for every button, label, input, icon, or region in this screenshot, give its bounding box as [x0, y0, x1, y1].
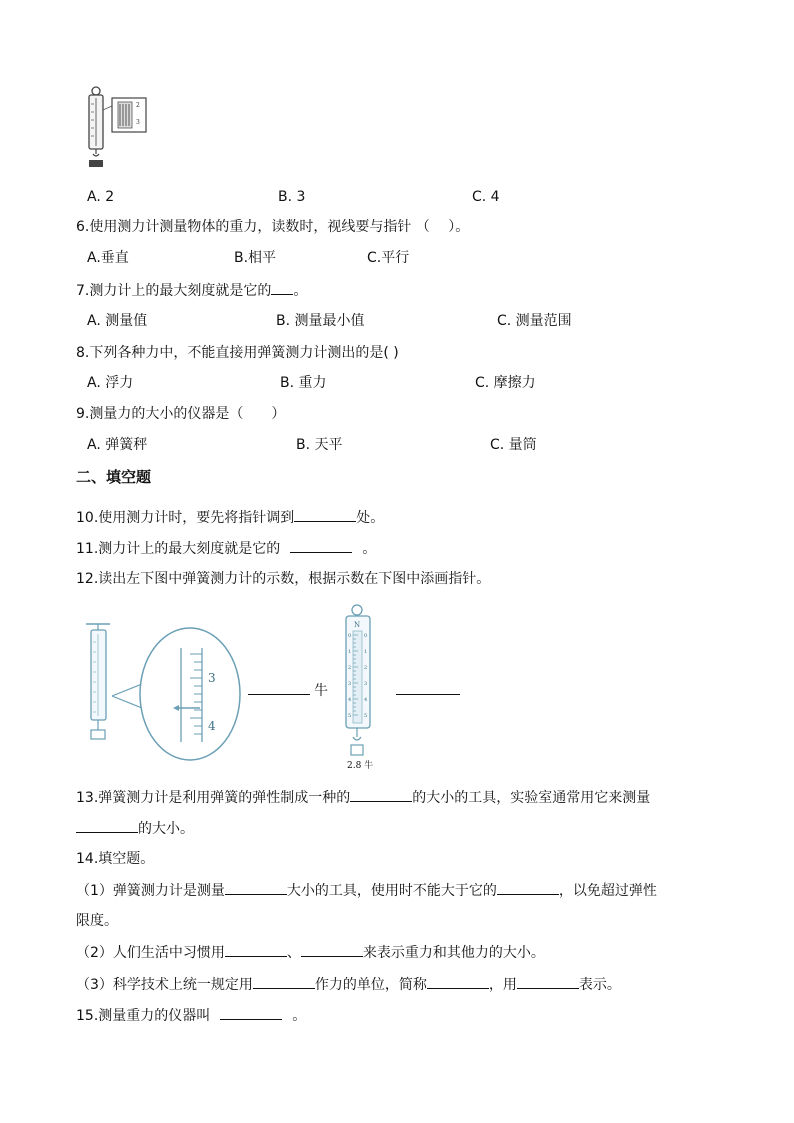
q13-line2: [76, 818, 194, 839]
svg-text:1: 1: [364, 649, 368, 655]
q14-p2-b: 、: [286, 945, 301, 961]
q10-prefix: 10.使用测力计时，要先将指针调到: [76, 510, 295, 526]
q12-reading: [248, 680, 328, 701]
q12-meter-caption: 2.8 牛: [347, 761, 374, 771]
q11-answer-blank[interactable]: [290, 538, 352, 553]
svg-text:1: 1: [348, 649, 352, 655]
q12-magnifier-label-4: 4: [208, 719, 216, 733]
q8-option-a[interactable]: A. 浮力: [87, 375, 134, 391]
q5-option-b[interactable]: B. 3: [278, 189, 306, 205]
q8-stem: 8.下列各种力中，不能直接用弹簧测力计测出的是( ): [76, 345, 399, 361]
q14-stem: 14.填空题。: [76, 851, 155, 867]
q7-option-b[interactable]: B. 测量最小值: [276, 313, 365, 329]
q14-p2-a: （2）人们生活中习惯用: [76, 945, 225, 961]
q6-stem: 6.使用测力计测量物体的重力，读数时，视线要与指针 （ ）。: [76, 219, 470, 235]
q13-blank-1[interactable]: [350, 787, 412, 802]
svg-text:4: 4: [364, 697, 368, 703]
q14-p1-c: ，以免超过弹性: [558, 883, 657, 899]
q14-p2-c: 来表示重力和其他力的大小。: [362, 945, 545, 961]
q14-part2: [76, 942, 545, 963]
svg-text:3: 3: [348, 681, 352, 687]
q8-option-c[interactable]: C. 摩擦力: [475, 375, 536, 391]
q12-magnifier-label-3: 3: [208, 671, 216, 685]
q12-pointer-answer: [396, 680, 460, 701]
q11-stem: [76, 538, 376, 559]
q12-pointer-blank[interactable]: [396, 680, 460, 695]
q15-suffix: 。: [292, 1008, 307, 1024]
q14-p3-blank-1[interactable]: [253, 974, 315, 989]
svg-text:0: 0: [348, 633, 352, 639]
q15-prefix: 15.测量重力的仪器叫: [76, 1008, 211, 1024]
q12-unit: 牛: [314, 683, 328, 699]
q14-p3-c: ，用: [488, 977, 517, 993]
q12-right-scale-figure: [336, 603, 382, 775]
svg-text:2: 2: [136, 102, 140, 109]
q14-p3-a: （3）科学技术上统一规定用: [76, 977, 253, 993]
q7-option-a[interactable]: A. 测量值: [87, 313, 148, 329]
q15-stem: [76, 1005, 306, 1026]
svg-text:4: 4: [348, 697, 352, 703]
q11-prefix: 11.测力计上的最大刻度就是它的: [76, 541, 281, 557]
q12-left-scale-figure: [78, 618, 248, 764]
svg-text:0: 0: [364, 633, 368, 639]
svg-text:5: 5: [364, 713, 368, 719]
svg-text:2: 2: [348, 665, 352, 671]
svg-text:3: 3: [136, 119, 140, 126]
q14-p3-blank-2[interactable]: [427, 974, 489, 989]
q15-answer-blank[interactable]: [220, 1005, 282, 1020]
q14-p2-blank-1[interactable]: [225, 942, 287, 957]
q9-option-b[interactable]: B. 天平: [296, 437, 343, 453]
q12-reading-blank[interactable]: [248, 680, 310, 695]
svg-text:5: 5: [348, 713, 352, 719]
q13-prefix: 13.弹簧测力计是利用弹簧的弹性制成一种的: [76, 790, 351, 806]
q9-stem: 9.测量力的大小的仪器是（ ）: [76, 406, 286, 422]
q12-meter-top-label: N: [354, 621, 361, 629]
q13-blank-2[interactable]: [76, 818, 138, 833]
q14-p3-b: 作力的单位，简称: [314, 977, 427, 993]
q6-option-c[interactable]: C.平行: [367, 250, 410, 266]
section-2-heading: 二、填空题: [76, 468, 152, 486]
q9-option-a[interactable]: A. 弹簧秤: [87, 437, 148, 453]
q10-answer-blank[interactable]: [294, 507, 356, 522]
q10-suffix: 处。: [356, 510, 385, 526]
q14-p2-blank-2[interactable]: [301, 942, 363, 957]
q5-spring-scale-figure: [80, 86, 152, 172]
q9-option-c[interactable]: C. 量筒: [490, 437, 537, 453]
q5-option-a[interactable]: A. 2: [87, 189, 115, 205]
q6-option-a[interactable]: A.垂直: [87, 250, 129, 266]
q7-option-c[interactable]: C. 测量范围: [497, 313, 572, 329]
q13-suffix: 的大小。: [138, 821, 194, 837]
q14-part1-line2: 限度。: [76, 913, 118, 929]
q10-stem: [76, 507, 384, 528]
q5-option-c[interactable]: C. 4: [472, 189, 500, 205]
q6-option-b[interactable]: B.相平: [234, 250, 277, 266]
q13-middle: 的大小的工具，实验室通常用它来测量: [412, 790, 651, 806]
q12-stem: 12.读出左下图中弹簧测力计的示数，根据示数在下图中添画指针。: [76, 571, 491, 587]
q14-p1-b: 大小的工具，使用时不能大于它的: [286, 883, 497, 899]
q7-answer-blank[interactable]: [271, 280, 293, 295]
q11-suffix: 。: [362, 541, 377, 557]
q7-stem: [76, 280, 307, 301]
q14-p1-blank-2[interactable]: [497, 880, 559, 895]
q13-line1: [76, 787, 650, 808]
svg-text:3: 3: [364, 681, 368, 687]
q14-part1: [76, 880, 657, 901]
q8-option-b[interactable]: B. 重力: [280, 375, 327, 391]
q14-p1-blank-1[interactable]: [225, 880, 287, 895]
q14-p3-blank-3[interactable]: [517, 974, 579, 989]
q7-stem-suffix: 。: [293, 283, 308, 299]
q14-p3-d: 表示。: [578, 977, 621, 993]
q14-p1-a: （1）弹簧测力计是测量: [76, 883, 225, 899]
q14-part3: [76, 974, 621, 995]
svg-text:2: 2: [364, 665, 368, 671]
q7-stem-prefix: 7.测力计上的最大刻度就是它的: [76, 283, 272, 299]
